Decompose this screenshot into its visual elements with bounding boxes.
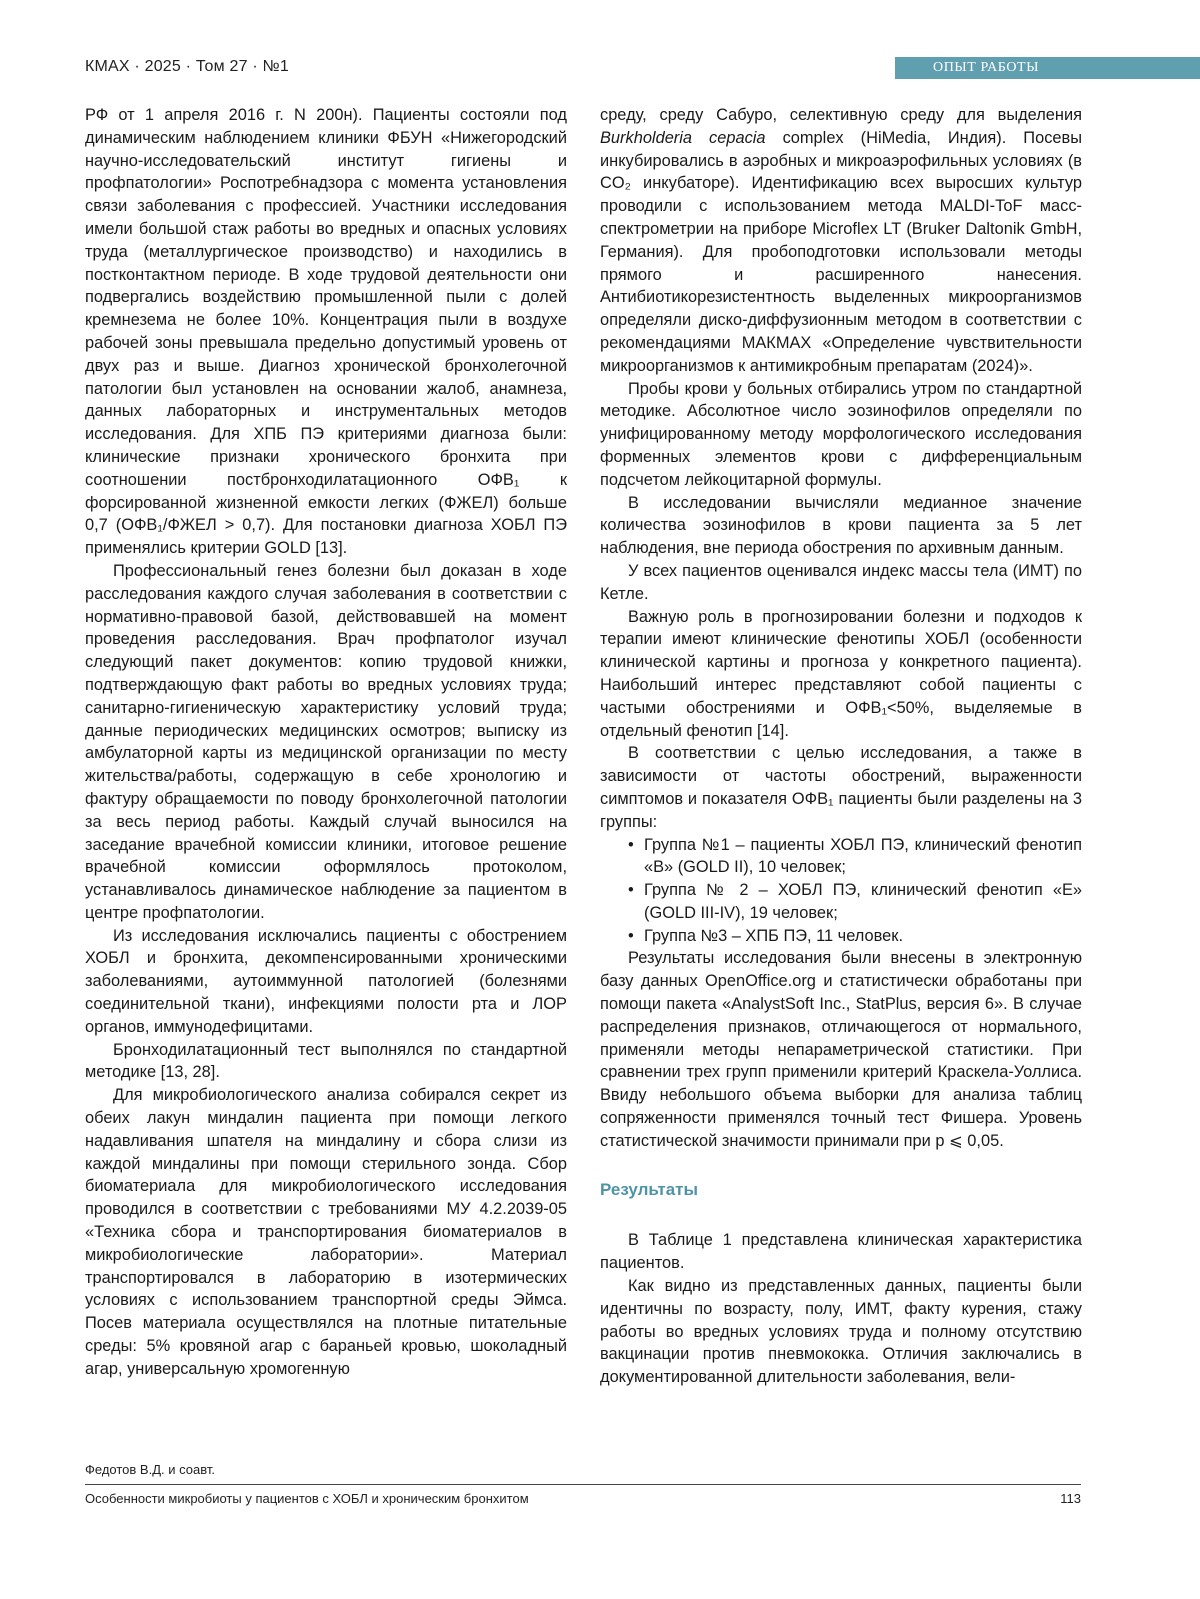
list-item: • Группа №3 – ХПБ ПЭ, 11 человек. xyxy=(628,925,1082,948)
footer-divider xyxy=(85,1484,1081,1485)
group-list xyxy=(600,834,1082,948)
right-column xyxy=(600,104,1082,1389)
paragraph: Профессиональный генез болезни был доказан в ходе расследования каждого случая заболевания в соответствии с нормативно-правовой базой, действовавшей на момент проведения расследования. Врач профпатолог изучал следующий пакет документов: копию трудовой книжки, подтверждающую факт работы во вредных условиях труда; санитарно-гигиеническую характеристику условий труда; данные периодических медицинских осмотров; выписку из амбулаторной карты из медицинской организации по месту жительства/работы, содержащую в себе хронологию и фактуру обращаемости по поводу бронхолегочной патологии за весь период работы. Каждый случай выносился на заседание врачебной комиссии клиники, итоговое решение врачебной комиссии оформлялось протоколом, устанавливалось динамическое наблюдение за пациентом в центре профпатологии. xyxy=(85,561,567,922)
paragraph: Пробы крови у больных отбирались утром по стандартной методике. Абсолютное число эозинофилов определяли по унифицированному методу морфологического исследования форменных элементов крови с дифференциальным подсчетом лейкоцитарной формулы. xyxy=(600,379,1082,489)
paragraph: Как видно из представленных данных, пациенты были идентичны по возрасту, полу, ИМТ, факту курения, стажу работы во вредных условиях труда и полному отсутствию вакцинации против пневмококка. Отличия заключались в документированной длительности заболевания, вели- xyxy=(600,1277,1082,1387)
paragraph: Результаты исследования были внесены в электронную базу данных OpenOffice.org и статистически обработаны при помощи пакета «AnalystSoft Inc., StatPlus, версия 6». В случае распределения признаков, отличающегося от нормального, применяли методы непараметрической статистики. При сравнении трех групп применили критерий Краскела-Уоллиса. Ввиду небольшого объема выборки для анализа таблиц сопряженности применялся точный тест Фишера. Уровень статистической значимости принимали при p ⩽ 0,05. xyxy=(600,949,1082,1150)
paragraph: Бронходилатационный тест выполнялся по стандартной методике [13, 28]. xyxy=(85,1040,567,1082)
italic-species-name: Burkholderia cepacia xyxy=(600,128,766,147)
paragraph: Из исследования исключались пациенты с обострением ХОБЛ и бронхита, декомпенсированными хроническими заболеваниями, аутоиммунной патологией (болезнями соединительной ткани), инфекциями полости рта и ЛОР органов, иммунодефицитами. xyxy=(85,926,567,1036)
paragraph: В соответствии с целью исследования, а также в зависимости от частоты обострений, выраженности симптомов и показателя ОФВ₁ пациенты были разделены на 3 группы: xyxy=(600,744,1082,831)
paragraph: У всех пациентов оценивался индекс массы тела (ИМТ) по Кетле. xyxy=(600,561,1082,603)
text-run: complex (HiMedia, Индия). Посевы инкубировались в аэробных и микроаэрофильных условиях (в CO₂ инкубаторе). Идентификацию всех выросших культур проводили с использованием метода MALDI-ToF масс-спектрометрии на приборе Microflex LT (Bruker Daltonik GmbH, Германия). Для пробоподготовки использовали методы прямого и расширенного нанесения. Антибиотикорезистентность выделенных микроорганизмов определяли диско-диффузионным методом в соответствии с рекомендациями МАКМАХ «Определение чувствительности микроорганизмов к антимикробным препаратам (2024)». xyxy=(600,128,1082,375)
section-tag: ОПЫТ РАБОТЫ xyxy=(895,57,1200,79)
footer-article-title: Особенности микробиоты у пациентов с ХОБЛ и хроническим бронхитом xyxy=(85,1491,529,1506)
paragraph xyxy=(600,104,1082,378)
left-column xyxy=(85,104,567,1381)
paragraph: РФ от 1 апреля 2016 г. N 200н). Пациенты состояли под динамическим наблюдением клиники ФБУН «Нижегородский научно-исследовательский институт гигиены и профпатологии» Роспотребнадзора с момента установления связи заболевания с профессией. Участники исследования имели большой стаж работы во вредных и опасных условиях труда (металлургическое производство) и находились в постконтактном периоде. В ходе трудовой деятельности они подвергались воздействию промышленной пыли с долей кремнезема не более 10%. Концентрация пыли в воздухе рабочей зоны превышала предельно допустимый уровень от двух раз и выше. Диагноз хронической бронхолегочной патологии был установлен на основании жалоб, анамнеза, данных лабораторных и инструментальных методов исследования. Для ХПБ ПЭ критериями диагноза были: клинические признаки хронического бронхита при соотношении постбронходилатационного ОФВ₁ к форсированной жизненной емкости легких (ФЖЕЛ) больше 0,7 (ОФВ₁/ФЖЕЛ > 0,7). Для постановки диагноза ХОБЛ ПЭ применялись критерии GOLD [13]. xyxy=(85,106,567,558)
footer-authors: Федотов В.Д. и соавт. xyxy=(85,1462,215,1477)
text-run: среду, среду Сабуро, селективную среду для выделения xyxy=(600,106,1082,124)
paragraph: В исследовании вычисляли медианное значение количества эозинофилов в крови пациента за 5 лет наблюдения, вне периода обострения по архивным данным. xyxy=(600,493,1082,558)
page-number: 113 xyxy=(1060,1491,1081,1506)
paragraph: Для микробиологического анализа собирался секрет из обеих лакун миндалин пациента при помощи легкого надавливания шпателя на миндалину и сбора слизи из каждой миндалины при помощи стерильного зонда. Сбор биоматериала для микробиологического исследования проводился в соответствии с требованиями МУ 4.2.2039-05 «Техника сбора и транспортирования биоматериалов в микробиологические лаборатории». Материал транспортировался в лабораторию в изотермических условиях с использованием транспортной среды Эймса. Посев материала осуществлялся на плотные питательные среды: 5% кровяной агар с бараньей кровью, шоколадный агар, универсальную хромогенную xyxy=(85,1086,567,1378)
list-item: • Группа №1 – пациенты ХОБЛ ПЭ, клинический фенотип «B» (GOLD II), 10 человек; xyxy=(628,834,1082,880)
paragraph: В Таблице 1 представлена клиническая характеристика пациентов. xyxy=(600,1231,1082,1273)
section-heading-results: Результаты xyxy=(600,1179,699,1199)
list-item: • Группа № 2 – ХОБЛ ПЭ, клинический фенотип «E» (GOLD III-IV), 19 человек; xyxy=(628,879,1082,925)
paragraph: Важную роль в прогнозировании болезни и подходов к терапии имеют клинические фенотипы ХОБЛ (особенности клинической картины и прогноза у конкретного пациента). Наибольший интерес представляют собой пациенты с частыми обострениями и ОФВ₁<50%, выделяемые в отдельный фенотип [14]. xyxy=(600,607,1082,740)
journal-header: КМАХ · 2025 · Том 27 · №1 xyxy=(85,58,289,75)
